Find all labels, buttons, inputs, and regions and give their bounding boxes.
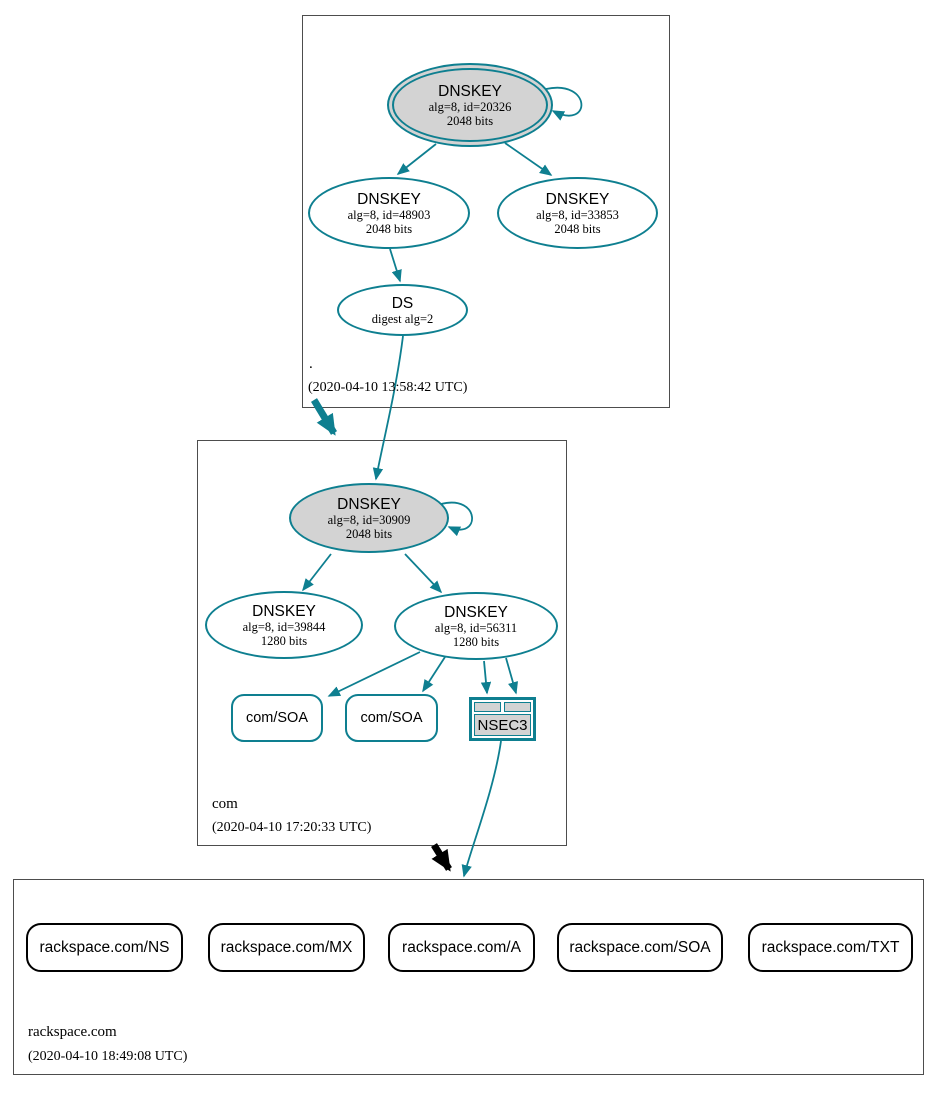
node-rackspace-ns: rackspace.com/NS xyxy=(26,923,183,972)
nsec3-rrsig-cells xyxy=(474,702,531,712)
node-rackspace-a: rackspace.com/A xyxy=(388,923,535,972)
node-alg: alg=8, id=33853 xyxy=(536,207,619,222)
node-nsec3 xyxy=(469,697,536,741)
node-rackspace-txt: rackspace.com/TXT xyxy=(748,923,913,972)
nsec3-label: NSEC3 xyxy=(474,714,531,736)
node-alg: alg=8, id=48903 xyxy=(347,207,431,222)
node-rackspace-mx: rackspace.com/MX xyxy=(208,923,365,972)
node-title: DNSKEY xyxy=(252,602,316,620)
zone-timestamp-com: (2020-04-10 17:20:33 UTC) xyxy=(212,820,372,835)
edge-zsk56311-to-nsec3-left xyxy=(484,661,487,693)
nsec3-rrsig-cell-left xyxy=(474,702,501,712)
node-title: DNSKEY xyxy=(337,495,401,513)
node-dnskey-56311 xyxy=(394,592,558,660)
node-title: DNSKEY xyxy=(357,190,421,208)
edge-zsk56311-to-soa1 xyxy=(329,652,420,696)
edge-nsec3-to-rackspace-zone xyxy=(464,741,501,876)
node-rackspace-soa: rackspace.com/SOA xyxy=(557,923,723,972)
edge-zsk48903-to-ds xyxy=(390,249,400,281)
node-alg: alg=8, id=30909 xyxy=(327,512,411,527)
node-dnskey-ksk-30909 xyxy=(289,483,449,553)
node-dnskey-ksk-20326 xyxy=(387,63,553,147)
edge-zsk56311-to-nsec3-right xyxy=(506,658,516,693)
zone-name-rackspace: rackspace.com xyxy=(28,1024,117,1040)
node-title: DS xyxy=(391,294,414,312)
node-title: DNSKEY xyxy=(545,190,610,208)
node-bits: 2048 bits xyxy=(446,113,494,128)
edge-com-ksk-to-zsk56311 xyxy=(405,554,441,592)
node-com-soa-2: com/SOA xyxy=(345,694,438,742)
node-bits: 1280 bits xyxy=(260,633,308,648)
edge-ds-to-com-ksk xyxy=(376,336,403,479)
edge-com-ksk-to-zsk39844 xyxy=(303,554,331,590)
node-bits: 2048 bits xyxy=(554,221,601,236)
node-dnskey-33853 xyxy=(497,177,658,249)
node-dnskey-48903 xyxy=(308,177,470,249)
edge-root-ksk-to-zsk48903 xyxy=(398,144,436,174)
zone-name-com: com xyxy=(212,796,238,812)
edge-delegation-com-to-rackspace xyxy=(434,845,449,869)
node-title: DNSKEY xyxy=(438,82,502,100)
node-bits: 1280 bits xyxy=(452,634,500,649)
edge-delegation-root-to-com xyxy=(314,400,334,433)
node-dnskey-39844 xyxy=(205,591,363,659)
node-title: DNSKEY xyxy=(444,603,508,621)
node-bits: 2048 bits xyxy=(345,526,393,541)
node-alg: alg=8, id=39844 xyxy=(242,619,326,634)
zone-timestamp-root: (2020-04-10 13:58:42 UTC) xyxy=(308,380,468,395)
node-alg: alg=8, id=20326 xyxy=(428,99,512,114)
zone-timestamp-rackspace: (2020-04-10 18:49:08 UTC) xyxy=(28,1049,188,1064)
node-ds xyxy=(337,284,468,336)
edge-zsk56311-to-soa2 xyxy=(423,657,445,691)
node-digest: digest alg=2 xyxy=(371,311,434,326)
zone-name-root: . xyxy=(309,356,313,372)
edge-root-ksk-to-zsk33853 xyxy=(505,143,551,175)
node-bits: 2048 bits xyxy=(365,221,413,236)
node-alg: alg=8, id=56311 xyxy=(434,620,518,635)
node-com-soa-1: com/SOA xyxy=(231,694,323,742)
nsec3-rrsig-cell-right xyxy=(504,702,531,712)
